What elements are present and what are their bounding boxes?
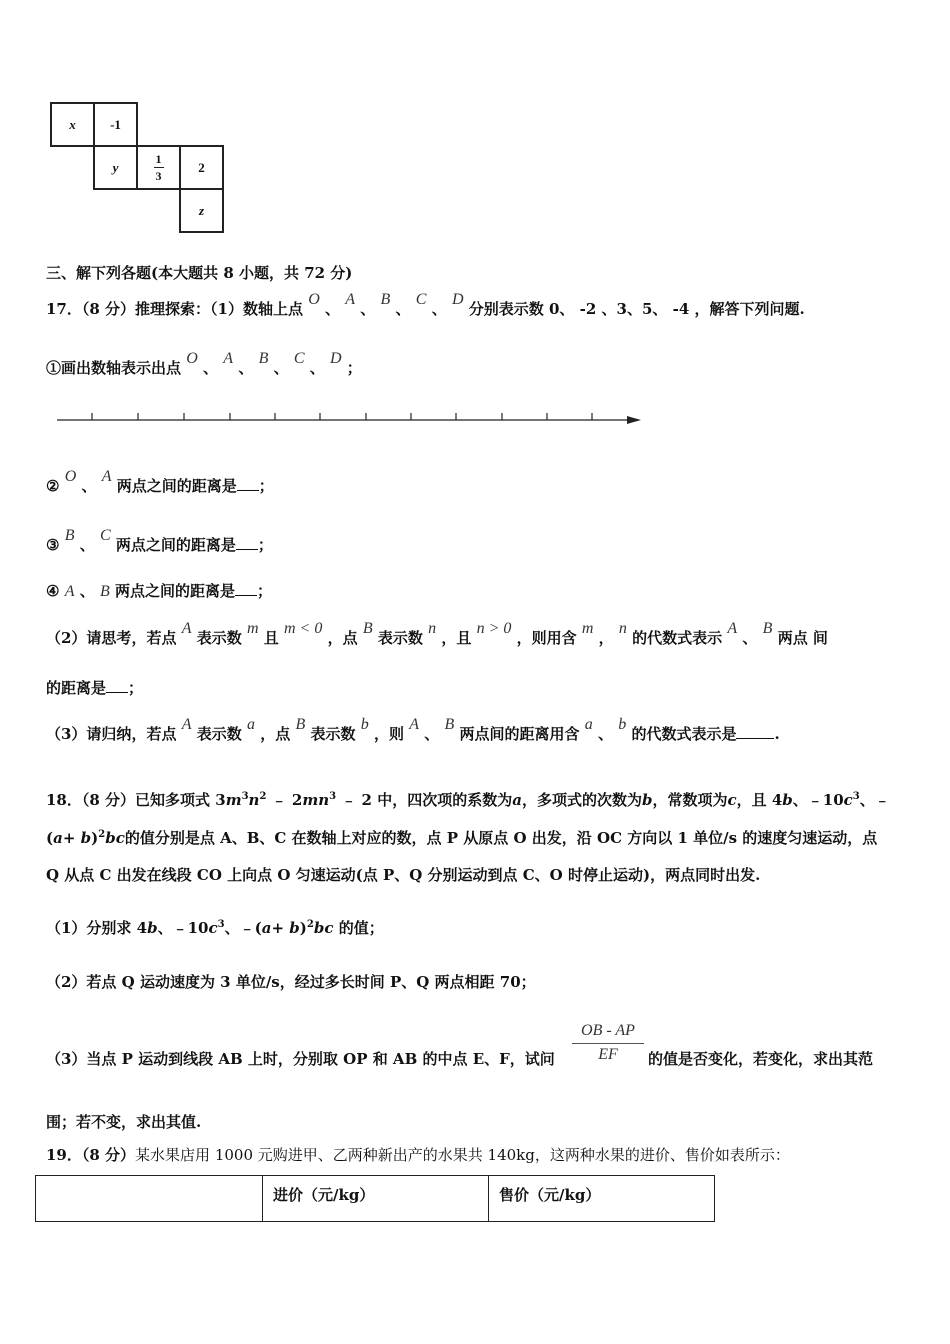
var-b: b — [80, 829, 92, 847]
var-b: b — [618, 716, 627, 733]
table-row — [36, 1176, 715, 1222]
point-c: C — [99, 527, 111, 544]
q17-sub3-d: 表示数 — [310, 725, 356, 743]
sep: 、 — [79, 536, 95, 554]
q17-part4-mid: 两点之间的距离是 — [114, 582, 235, 600]
var-c: c — [208, 919, 218, 937]
cond-n: n > 0 — [476, 620, 512, 637]
q18-line3: Q 从点 C 出发在线段 CO 上向点 O 匀速运动(点 P、Q 分别运动到点 C、O 时停止运动)，两点同时出发. — [46, 866, 761, 884]
exp: 2 — [306, 919, 314, 930]
sep: 、 — [273, 359, 289, 377]
q19-lead: 19．（8 分） — [46, 1146, 136, 1164]
point-b: B — [444, 716, 455, 733]
point-d: D — [451, 291, 464, 308]
net-cell-two: 2 — [179, 145, 224, 190]
q17-intro — [46, 291, 805, 319]
q17-tail: 分别表示数 0、 -2 、3、5、 -4 ，解答下列问题. — [468, 300, 805, 318]
q18-sub3 — [46, 1048, 555, 1069]
q19-intro — [46, 1144, 790, 1165]
var-a: a — [512, 791, 522, 809]
q17-sub3-end: . — [774, 725, 780, 743]
q17-sub2-e: 表示数 — [377, 629, 423, 647]
var-mn: mn — [302, 791, 330, 809]
q17-sub2-b: 表示数 — [196, 629, 242, 647]
q17-part2 — [46, 468, 274, 496]
point-b: B — [295, 716, 306, 733]
point-d: D — [329, 350, 342, 367]
q17-sub2-j: 两点 间 — [777, 629, 828, 647]
fraction-numerator: OB - AP — [572, 1022, 644, 1044]
q18-l1-g: 、﹣10 — [792, 791, 844, 809]
q17-part3-end: ； — [257, 536, 273, 554]
q19-text: 某水果店用 1000 元购进甲、乙两种新出产的水果共 140kg，这两种水果的进价、售价如表所示： — [135, 1146, 790, 1164]
var-b: b — [105, 829, 116, 847]
point-a: A — [101, 468, 112, 485]
q17-sub3-c: ，点 — [260, 725, 291, 743]
q17-part4-lead: ④ — [46, 582, 60, 600]
point-b: B — [258, 350, 269, 367]
exp: 3 — [217, 919, 225, 930]
point-a: A — [409, 716, 419, 733]
price-table — [35, 1175, 715, 1222]
point-c: C — [293, 350, 305, 367]
sep: 、 — [325, 300, 341, 318]
point-a: A — [345, 291, 356, 308]
var-a: a — [246, 716, 255, 733]
q17-part4-end: ； — [256, 582, 272, 600]
q17-part3-mid: 两点之间的距离是 — [115, 536, 236, 554]
point-a: A — [181, 620, 192, 637]
q17-sub2-i: 的代数式表示 — [632, 629, 723, 647]
q17-sub2-line2 — [46, 677, 143, 698]
answer-blank[interactable] — [237, 490, 259, 491]
exp: 3 — [852, 791, 860, 802]
point-o: O — [186, 350, 198, 367]
fraction-ob-ap-over-ef — [572, 1022, 644, 1064]
cond-m: m < 0 — [284, 620, 323, 637]
q17-sub2-h: ， — [598, 629, 614, 647]
q18-sub3-line2: 围；若不变，求出其值. — [46, 1113, 202, 1131]
q18-l1-b: ﹣ 2 — [271, 791, 303, 809]
table-header-cell: 售价（元/kg） — [489, 1176, 715, 1222]
sep: 、 — [597, 725, 613, 743]
var-c: c — [727, 791, 737, 809]
var-a: a — [584, 716, 593, 733]
q18-s1-f: 的值； — [338, 919, 384, 937]
net-cell-y: y — [93, 145, 138, 190]
sep: 、 — [431, 300, 447, 318]
var-c: c — [115, 829, 125, 847]
sep: 、 — [309, 359, 325, 377]
q17-part1-end: ； — [346, 359, 362, 377]
q17-sub2 — [46, 620, 828, 648]
sep: 、 — [79, 582, 95, 600]
fraction-denominator: 3 — [155, 169, 162, 183]
q18-s1-c: 、﹣( — [224, 919, 262, 937]
exp: 2 — [98, 829, 106, 840]
q18-s1-e: ) — [299, 919, 307, 937]
q17-sub2-c: 且 — [263, 629, 279, 647]
point-a: A — [727, 620, 738, 637]
q17-part3-lead: ③ — [46, 536, 60, 554]
var-n: n — [618, 620, 627, 637]
net-cell-x: x — [50, 102, 95, 147]
q17-part2-lead: ② — [46, 477, 60, 495]
answer-blank[interactable] — [736, 738, 774, 739]
sep: 、 — [81, 477, 97, 495]
sep: 、 — [742, 629, 758, 647]
q18-l2-b: + — [62, 829, 81, 847]
var-c: c — [843, 791, 853, 809]
point-b: B — [99, 583, 110, 600]
point-b: B — [64, 527, 75, 544]
q18-l2-c: ) — [91, 829, 99, 847]
q18-l1-e: ，常数项为 — [652, 791, 728, 809]
q18-s1-d: + — [271, 919, 290, 937]
q18-l2-a: ( — [46, 829, 54, 847]
q17-part1 — [46, 350, 362, 378]
var-m: m — [246, 620, 259, 637]
point-a: A — [223, 350, 234, 367]
q18-l1-f: ，且 4 — [736, 791, 783, 809]
fraction-one-third — [154, 153, 164, 182]
section-3-heading: 三、解下列各题(本大题共 8 小题，共 72 分) — [46, 264, 353, 282]
var-b: b — [289, 919, 300, 937]
q17-sub3-f: 两点间的距离用含 — [459, 725, 580, 743]
q17-sub3 — [46, 716, 780, 744]
q18-sub2: （2）若点 Q 运动速度为 3 单位/s，经过多长时间 P、Q 两点相距 70； — [46, 973, 536, 991]
answer-blank[interactable] — [235, 595, 257, 596]
q18-s3-a: （3）当点 P 运动到线段 AB 上时，分别取 OP 和 AB 的中点 E、F，试问 — [46, 1050, 555, 1068]
sep: 、 — [395, 300, 411, 318]
answer-blank[interactable] — [236, 549, 258, 550]
exp: 3 — [329, 791, 337, 802]
q18-s1-a: （1）分别求 4 — [46, 919, 148, 937]
q17-part4 — [46, 580, 272, 601]
q17-part2-end: ； — [258, 477, 274, 495]
var-m: m — [581, 620, 594, 637]
q18-l1-h: 、﹣ — [859, 791, 890, 809]
exp: 2 — [259, 791, 267, 802]
net-cell-z: z — [179, 188, 224, 233]
var-a: a — [53, 829, 63, 847]
q17-part3 — [46, 527, 273, 555]
exp: 3 — [241, 791, 249, 802]
var-b: b — [360, 716, 369, 733]
number-line — [55, 408, 645, 430]
q18-l1-c: ﹣ 2 中，四次项的系数为 — [341, 791, 513, 809]
point-o: O — [308, 291, 320, 308]
var-n: n — [428, 620, 437, 637]
number-line-ticks — [92, 413, 592, 420]
q18-line2 — [46, 827, 877, 848]
var-b: b — [313, 919, 325, 937]
q18-s1-b: 、﹣10 — [157, 919, 209, 937]
q18-line1 — [46, 789, 890, 810]
var-b: b — [782, 791, 793, 809]
var-c: c — [324, 919, 334, 937]
var-a: a — [261, 919, 272, 937]
answer-blank[interactable] — [106, 692, 128, 693]
fraction-numerator: 1 — [155, 152, 162, 166]
var-m: m — [225, 791, 242, 809]
q18-sub1 — [46, 917, 384, 938]
point-b: B — [380, 291, 391, 308]
sep: 、 — [203, 359, 219, 377]
fraction-bar — [154, 167, 164, 168]
point-b: B — [762, 620, 773, 637]
point-o: O — [64, 468, 77, 485]
q17-part1-lead: ①画出数轴表示出点 — [46, 359, 182, 377]
sep: 、 — [424, 725, 440, 743]
q18-l1-a: 18．（8 分）已知多项式 3 — [46, 791, 226, 809]
table-header-cell: 进价（元/kg） — [263, 1176, 489, 1222]
q17-sub2-d: ，点 — [327, 629, 358, 647]
q17-sub2-line2-text: 的距离是 — [46, 679, 107, 697]
var-n: n — [248, 791, 260, 809]
q17-part2-mid: 两点之间的距离是 — [116, 477, 237, 495]
sep: 、 — [238, 359, 254, 377]
q17-sub3-g: 的代数式表示是 — [631, 725, 737, 743]
net-cell-fraction — [136, 145, 181, 190]
sep: 、 — [360, 300, 376, 318]
point-a: A — [64, 583, 75, 600]
q17-sub3-b: 表示数 — [196, 725, 242, 743]
q17-sub3-a: （3）请归纳，若点 — [46, 725, 177, 743]
number-line-arrow — [627, 416, 641, 424]
point-b: B — [362, 620, 373, 637]
q17-sub2-a: （2）请思考，若点 — [46, 629, 177, 647]
point-a: A — [181, 716, 192, 733]
q17-sub2-g: ，则用含 — [516, 629, 577, 647]
fraction-denominator: EF — [598, 1046, 618, 1063]
q17-sub2-f: ，且 — [441, 629, 472, 647]
q17-sub2-line2-end: ； — [128, 679, 144, 697]
q18-s3-b: 的值是否变化，若变化，求出其范 — [648, 1050, 874, 1068]
q18-l2-d: 的值分别是点 A、B、C 在数轴上对应的数，点 P 从原点 O 出发，沿 OC 方向以 1 单位/s 的速度匀速运动，点 — [124, 829, 878, 847]
net-cell-minus1: -1 — [93, 102, 138, 147]
var-b: b — [641, 791, 653, 809]
point-c: C — [415, 291, 427, 308]
q17-lead: 17．（8 分）推理探索：（1）数轴上点 — [46, 300, 303, 318]
q18-l1-d: ，多项式的次数为 — [521, 791, 642, 809]
var-b: b — [147, 919, 158, 937]
q17-sub3-e: ，则 — [373, 725, 404, 743]
table-header-cell — [36, 1176, 263, 1222]
